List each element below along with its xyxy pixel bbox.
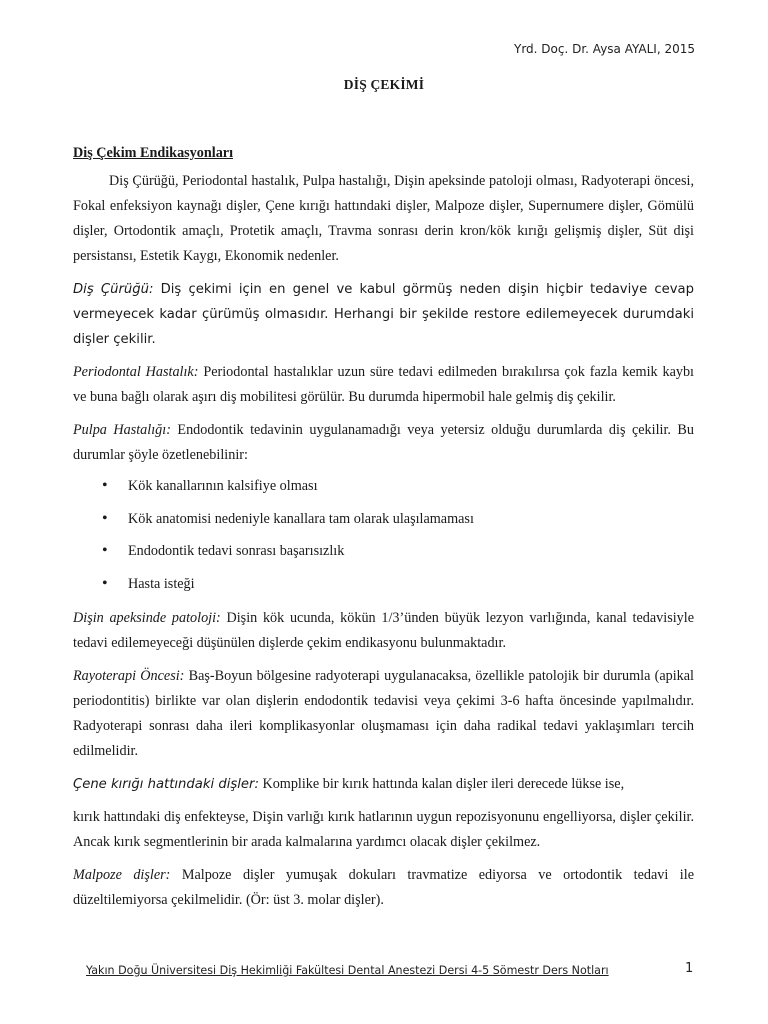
lead-caries: Diş Çürüğü: [73,282,154,297]
paragraph-malpoze [73,863,694,913]
paragraph-fracture-continuation: kırık hattındaki diş enfekteyse, Dişin varlığı kırık hatlarının uygun repozisyonunu engelliyorsa, dişler çekilir. Ancak kırık segmentlerinin bir arada kalmalarına yardımcı olacak dişler çekilmez. [73,809,694,850]
list-item: • Kök anatomisi nedeniyle kanallara tam olarak ulaşılamaması [73,503,694,536]
text-caries: Diş çekimi için en genel ve kabul görmüş neden dişin hiçbir tedaviye cevap vermeyecek kadar çürümüş olmasıdır. Herhangi bir şekilde restore edilemeyecek durumdaki dişler çekilir. [73,282,694,347]
paragraph-periodontal [73,360,694,410]
document-body [73,141,694,921]
paragraph-fracture [73,772,694,797]
list-item: • Kök kanallarının kalsifiye olması [73,470,694,503]
paragraph-caries [73,277,694,352]
header-author: Yrd. Doç. Dr. Aysa AYALI, 2015 [513,42,695,56]
list-item: • Hasta isteği [73,568,694,601]
lead-fracture: Çene kırığı hattındaki dişler: [73,777,259,792]
lead-periodontal: Periodontal Hastalık: [73,364,199,380]
paragraph-pulpa [73,418,694,468]
paragraph-radiotherapy [73,664,694,764]
list-item: • Endodontik tedavi sonrası başarısızlık [73,535,694,568]
paragraph-apex [73,606,694,656]
section-heading: Diş Çekim Endikasyonları [73,145,234,161]
lead-malpoze: Malpoze dişler: [73,867,171,883]
lead-apex: Dişin apeksinde patoloji: [73,610,221,626]
text-malpoze: Malpoze dişler yumuşak dokuları travmatize ediyorsa ve ortodontik tedavi ile düzeltilemiyorsa çekilmelidir. (Ör: üst 3. molar dişler). [73,867,694,908]
text-periodontal: Periodontal hastalıklar uzun süre tedavi edilmeden bırakılırsa çok fazla kemik kaybı ve buna bağlı olarak aşırı diş mobilitesi görülür. Bu durumda hipermobil hale gelmiş diş çekilir. [73,364,694,405]
text-pulpa: Endodontik tedavinin uygulanamadığı veya yetersiz olduğu durumlarda diş çekilir. Bu durumlar şöyle özetlenebilinir: [73,422,694,463]
page-title: DİŞ ÇEKİMİ [343,77,425,92]
text-apex: Dişin kök ucunda, kökün 1/3’ünden büyük lezyon varlığında, kanal tedavisiyle tedavi edilemeyeceği düşünülen dişlerde çekim endikasyonu bulunmaktadır. [73,610,695,651]
pulpa-bullet-list [73,470,694,600]
lead-pulpa: Pulpa Hastalığı: [73,422,171,438]
intro-paragraph: Diş Çürüğü, Periodontal hastalık, Pulpa hastalığı, Dişin apeksinde patoloji olması, Radyoterapi öncesi, Fokal enfeksiyon kaynağı dişler, Çene kırığı hattındaki dişler, Malpoze dişler, Supernumere dişler, Gömülü dişler, Ortodontik amaçlı, Protetik amaçlı, Travma sonrası derin kron/kök kırığı gelişmiş dişler, Süt dişi persistansı, Estetik Kaygı, Ekonomik nedenler. [73,173,694,264]
page-number: 1 [685,961,694,976]
text-fracture: Komplike bir kırık hattında kalan dişler ileri derecede lükse ise, [258,776,625,792]
lead-radiotherapy: Rayoterapi Öncesi: [73,668,185,684]
footer-text: Yakın Doğu Üniversitesi Diş Hekimliği Fakültesi Dental Anestezi Dersi 4-5 Sömestr Ders Notları [86,964,609,977]
text-radiotherapy: Baş-Boyun bölgesine radyoterapi uygulanacaksa, özellikle patolojik bir durumla (apikal periodontitis) birlikte var olan dişlerin endodontik tedavisi veya çekimi 3-6 hafta öncesinde yapılmalıdır. Radyoterapi sonrası daha ileri komplikasyonlar oluşmaması için daha radikal tedavi yaklaşımları tercih edilmelidir. [73,668,694,759]
